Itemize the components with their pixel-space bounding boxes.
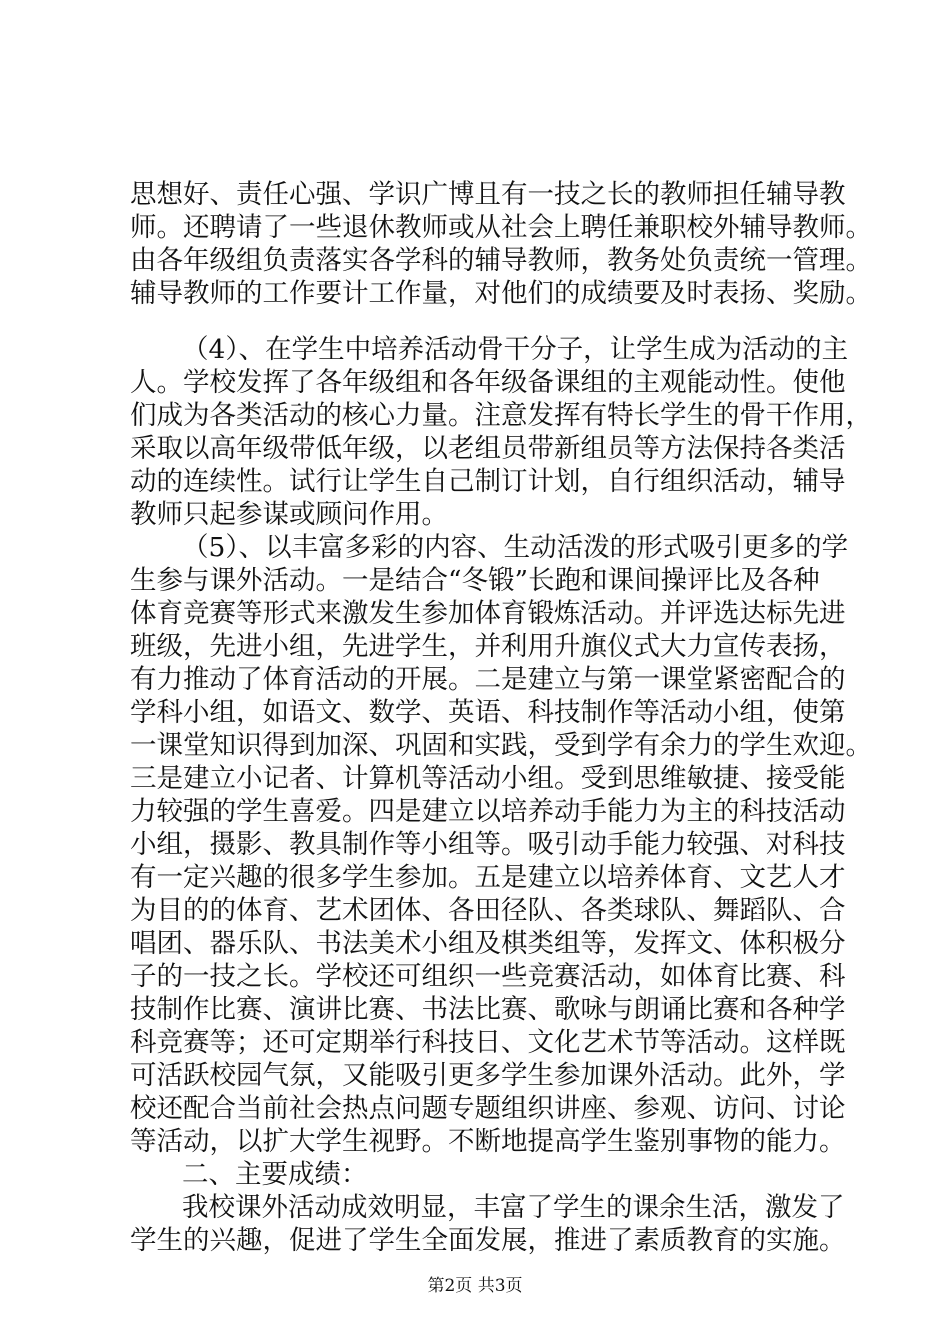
paragraph-4-line-2: 学生的兴趣，促进了学生全面发展，推进了素质教育的实施。 (130, 1225, 846, 1256)
paragraph-3-line-14: 子的一技之长。学校还可组织一些竞赛活动，如体育比赛、科 (130, 961, 846, 992)
paragraph-3-line-3: 体育竞赛等形式来激发生参加体育锻炼活动。并评选达标先进 (130, 598, 846, 629)
paragraph-3-line-19: 等活动，以扩大学生视野。不断地提高学生鉴别事物的能力。 (130, 1126, 846, 1157)
paragraph-2-line-3: 们成为各类活动的核心力量。注意发挥有特长学生的骨干作用， (130, 400, 872, 431)
paragraph-3-line-6: 学科小组，如语文、数学、英语、科技制作等活动小组，使第 (130, 697, 846, 728)
page-footer: 第2页 共3页 (427, 1276, 523, 1296)
section-heading: 二、主要成绩： (182, 1159, 368, 1190)
paragraph-2-line-6: 教师只起参谋或顾问作用。 (130, 499, 448, 530)
paragraph-1-line-4: 辅导教师的工作要计工作量，对他们的成绩要及时表扬、奖励。 (130, 278, 872, 309)
paragraph-3-line-7: 一课堂知识得到加深、巩固和实践，受到学有余力的学生欢迎。 (130, 730, 872, 761)
paragraph-2-line-2: 人。学校发挥了各年级组和各年级备课组的主观能动性。使他 (130, 367, 846, 398)
paragraph-3-line-11: 有一定兴趣的很多学生参加。五是建立以培养体育、文艺人才 (130, 862, 846, 893)
paragraph-3-line-4: 班级，先进小组，先进学生，并利用升旗仪式大力宣传表扬， (130, 631, 846, 662)
paragraph-1-line-3: 由各年级组负责落实各学科的辅导教师，教务处负责统一管理。 (130, 245, 872, 276)
paragraph-1-line-2: 师。还聘请了一些退休教师或从社会上聘任兼职校外辅导教师。 (130, 212, 872, 243)
paragraph-2-line-5: 动的连续性。试行让学生自己制订计划，自行组织活动，辅导 (130, 466, 846, 497)
paragraph-3-line-8: 三是建立小记者、计算机等活动小组。受到思维敏捷、接受能 (130, 763, 846, 794)
paragraph-3-line-16: 科竞赛等；还可定期举行科技日、文化艺术节等活动。这样既 (130, 1027, 846, 1058)
paragraph-1-line-1: 思想好、责任心强、学识广博且有一技之长的教师担任辅导教 (130, 179, 846, 210)
paragraph-3-line-1: （5）、以丰富多彩的内容、生动活泼的形式吸引更多的学 (182, 532, 849, 563)
paragraph-2-line-1: （4）、在学生中培养活动骨干分子，让学生成为活动的主 (182, 334, 849, 365)
paragraph-3-line-5: 有力推动了体育活动的开展。二是建立与第一课堂紧密配合的 (130, 664, 846, 695)
paragraph-3-line-10: 小组，摄影、教具制作等小组等。吸引动手能力较强、对科技 (130, 829, 846, 860)
paragraph-3-line-9: 力较强的学生喜爱。四是建立以培养动手能力为主的科技活动 (130, 796, 846, 827)
paragraph-3-line-12: 为目的的体育、艺术团体、各田径队、各类球队、舞蹈队、合 (130, 895, 846, 926)
paragraph-3-line-15: 技制作比赛、演讲比赛、书法比赛、歌咏与朗诵比赛和各种学 (130, 994, 846, 1025)
paragraph-2-line-4: 采取以高年级带低年级，以老组员带新组员等方法保持各类活 (130, 433, 846, 464)
paragraph-3-line-13: 唱团、器乐队、书法美术小组及棋类组等，发挥文、体积极分 (130, 928, 846, 959)
paragraph-3-line-17: 可活跃校园气氛，又能吸引更多学生参加课外活动。此外，学 (130, 1060, 846, 1091)
paragraph-3-line-18: 校还配合当前社会热点问题专题组织讲座、参观、访问、讨论 (130, 1093, 846, 1124)
paragraph-3-line-2: 生参与课外活动。一是结合“冬锻”长跑和课间操评比及各种 (130, 565, 820, 596)
paragraph-4-line-1: 我校课外活动成效明显，丰富了学生的课余生活，激发了 (182, 1192, 845, 1223)
